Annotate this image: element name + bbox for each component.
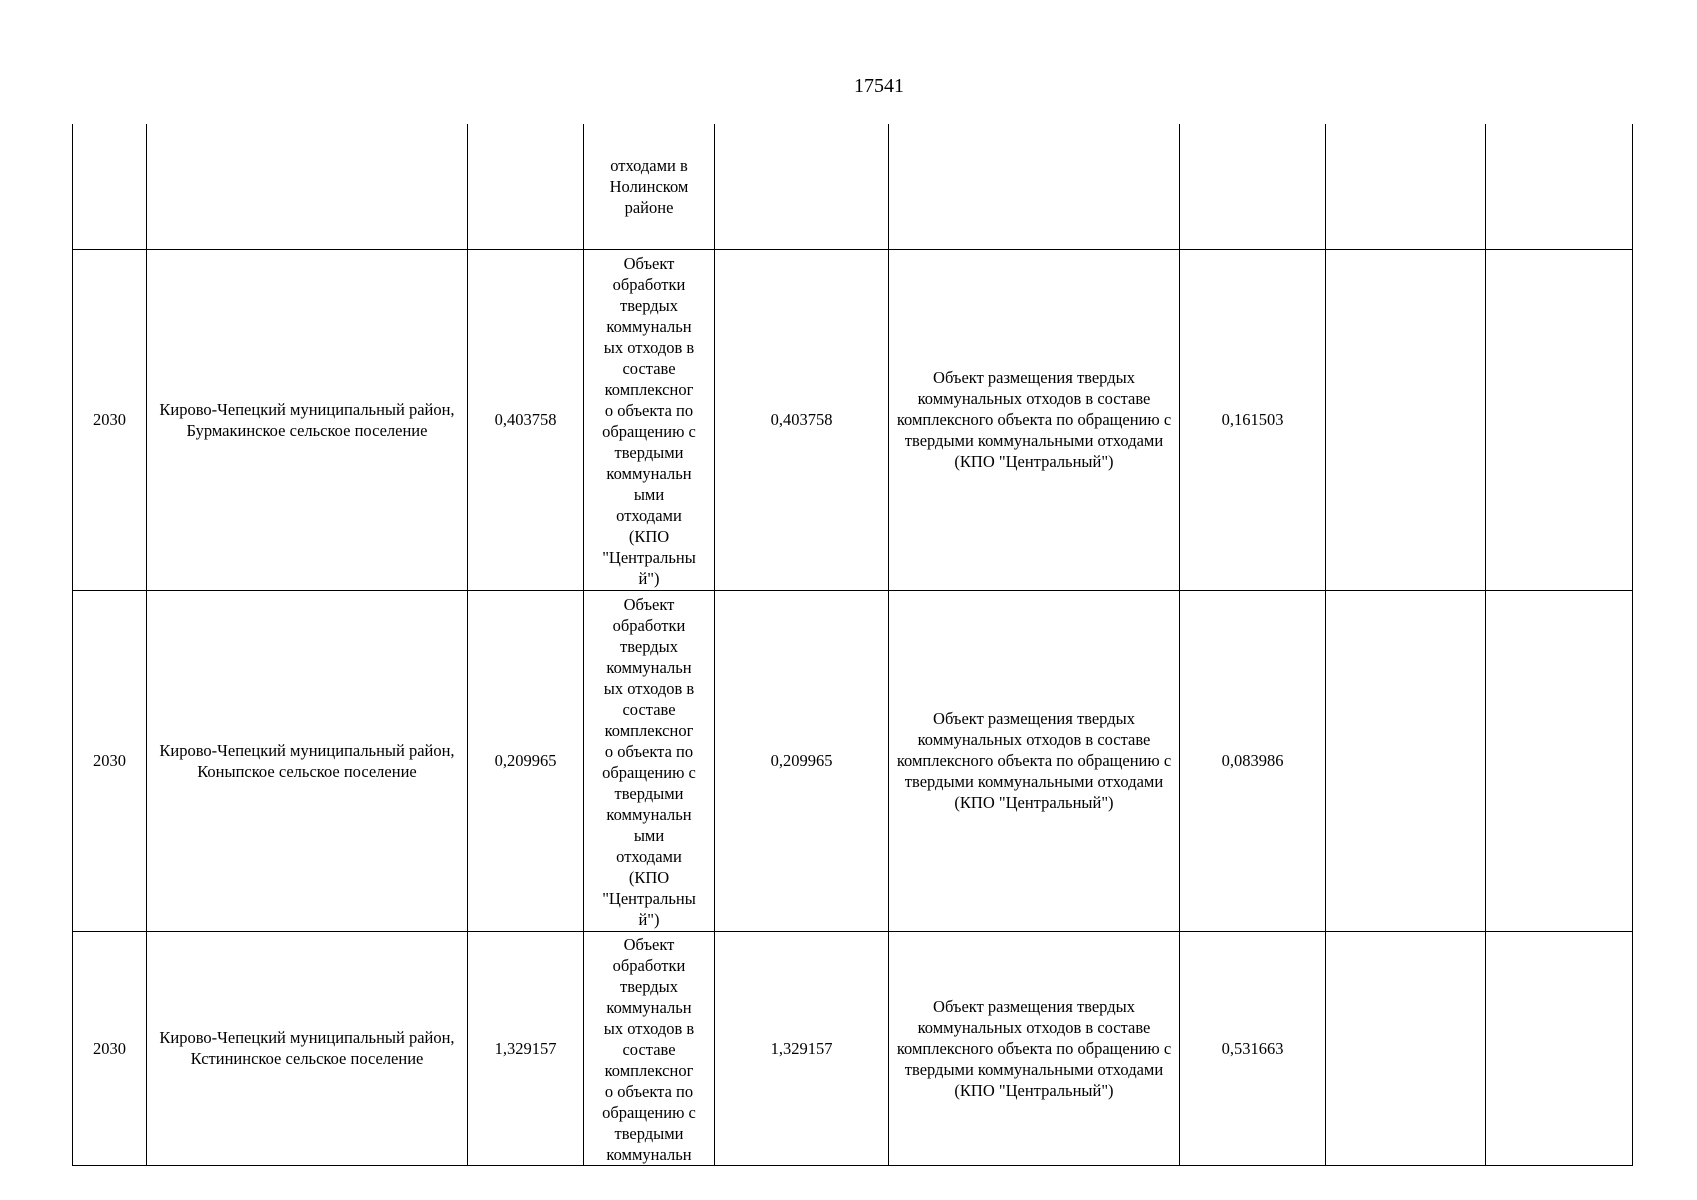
object-line: коммунальн — [606, 657, 692, 677]
municipality-cell — [147, 124, 468, 249]
value3-cell: 0,083986 — [1180, 590, 1326, 931]
municipality-cell: Кирово-Чепецкий муниципальный район, Коныпское сельское поселение — [147, 590, 468, 931]
empty-cell — [1486, 590, 1633, 931]
placement-object-cell: Объект размещения твердых коммунальных отходов в составе комплексного объекта по обращению с твердыми коммунальными отходами (КПО "Центральный") — [889, 590, 1180, 931]
object-line: комплексног — [604, 379, 694, 399]
waste-objects-table — [72, 124, 1633, 1166]
object-line: й") — [638, 568, 660, 588]
value2-cell — [715, 124, 889, 249]
object-line: Объект — [623, 594, 675, 614]
object-line: (КПО — [628, 526, 670, 546]
processing-object-cell — [584, 124, 715, 249]
object-line: отходами — [616, 846, 682, 866]
empty-cell — [1486, 249, 1633, 590]
processing-object-cell — [584, 590, 715, 931]
object-line: твердыми — [614, 442, 684, 462]
value1-cell: 0,403758 — [468, 249, 584, 590]
value3-cell — [1180, 124, 1326, 249]
empty-cell — [1326, 931, 1486, 1165]
table-row — [73, 249, 1633, 590]
object-line: Нолинском — [609, 176, 689, 196]
object-line: коммунальн — [606, 316, 692, 336]
empty-cell — [1326, 124, 1486, 249]
object-line: коммунальн — [606, 1144, 692, 1164]
object-line: комплексног — [604, 1060, 694, 1080]
value1-cell — [468, 124, 584, 249]
empty-cell — [1486, 124, 1633, 249]
empty-cell — [1486, 931, 1633, 1165]
year-cell: 2030 — [73, 931, 147, 1165]
object-line: обработки — [612, 955, 686, 975]
table-row — [73, 590, 1633, 931]
object-line: твердых — [620, 295, 678, 315]
object-line: отходами — [616, 505, 682, 525]
object-line: обработки — [612, 274, 686, 294]
object-line: ых отходов в — [603, 678, 695, 698]
year-cell: 2030 — [73, 249, 147, 590]
object-line: ых отходов в — [603, 337, 695, 357]
municipality-cell: Кирово-Чепецкий муниципальный район, Кстининское сельское поселение — [147, 931, 468, 1165]
placement-object-cell — [889, 124, 1180, 249]
object-line: районе — [624, 197, 674, 217]
object-line: коммунальн — [606, 997, 692, 1017]
value2-cell: 0,209965 — [715, 590, 889, 931]
object-line: составе — [622, 358, 676, 378]
year-cell: 2030 — [73, 590, 147, 931]
value1-cell: 0,209965 — [468, 590, 584, 931]
object-line: обращению с — [602, 1102, 696, 1122]
object-line: твердых — [620, 976, 678, 996]
table-row — [73, 931, 1633, 1165]
object-line: твердыми — [614, 1123, 684, 1143]
object-line: (КПО — [628, 867, 670, 887]
object-line: Объект — [623, 253, 675, 273]
processing-object-cell — [584, 249, 715, 590]
object-line: ых отходов в — [603, 1018, 695, 1038]
object-line: ыми — [633, 825, 665, 845]
table-row — [73, 124, 1633, 249]
object-line: о объекта по — [604, 741, 694, 761]
value2-cell: 0,403758 — [715, 249, 889, 590]
object-line: составе — [622, 1039, 676, 1059]
object-line: твердых — [620, 636, 678, 656]
object-line: Объект — [623, 934, 675, 954]
processing-object-cell — [584, 931, 715, 1165]
object-line: ыми — [633, 484, 665, 504]
object-line: обращению с — [602, 762, 696, 782]
value3-cell: 0,161503 — [1180, 249, 1326, 590]
object-line: обращению с — [602, 421, 696, 441]
value1-cell: 1,329157 — [468, 931, 584, 1165]
value3-cell: 0,531663 — [1180, 931, 1326, 1165]
empty-cell — [1326, 249, 1486, 590]
value2-cell: 1,329157 — [715, 931, 889, 1165]
placement-object-cell: Объект размещения твердых коммунальных отходов в составе комплексного объекта по обращению с твердыми коммунальными отходами (КПО "Центральный") — [889, 249, 1180, 590]
object-line: комплексног — [604, 720, 694, 740]
object-line: й") — [638, 909, 660, 929]
object-line: о объекта по — [604, 400, 694, 420]
object-line: "Центральны — [602, 547, 696, 567]
object-line: составе — [622, 699, 676, 719]
object-line: отходами в — [610, 155, 688, 175]
placement-object-cell: Объект размещения твердых коммунальных отходов в составе комплексного объекта по обращению с твердыми коммунальными отходами (КПО "Центральный") — [889, 931, 1180, 1165]
empty-cell — [1326, 590, 1486, 931]
object-line: обработки — [612, 615, 686, 635]
object-line: твердыми — [614, 783, 684, 803]
object-line: коммунальн — [606, 804, 692, 824]
municipality-cell: Кирово-Чепецкий муниципальный район, Бурмакинское сельское поселение — [147, 249, 468, 590]
page-number: 17541 — [854, 75, 904, 97]
object-line: о объекта по — [604, 1081, 694, 1101]
year-cell — [73, 124, 147, 249]
object-line: "Центральны — [602, 888, 696, 908]
object-line: коммунальн — [606, 463, 692, 483]
